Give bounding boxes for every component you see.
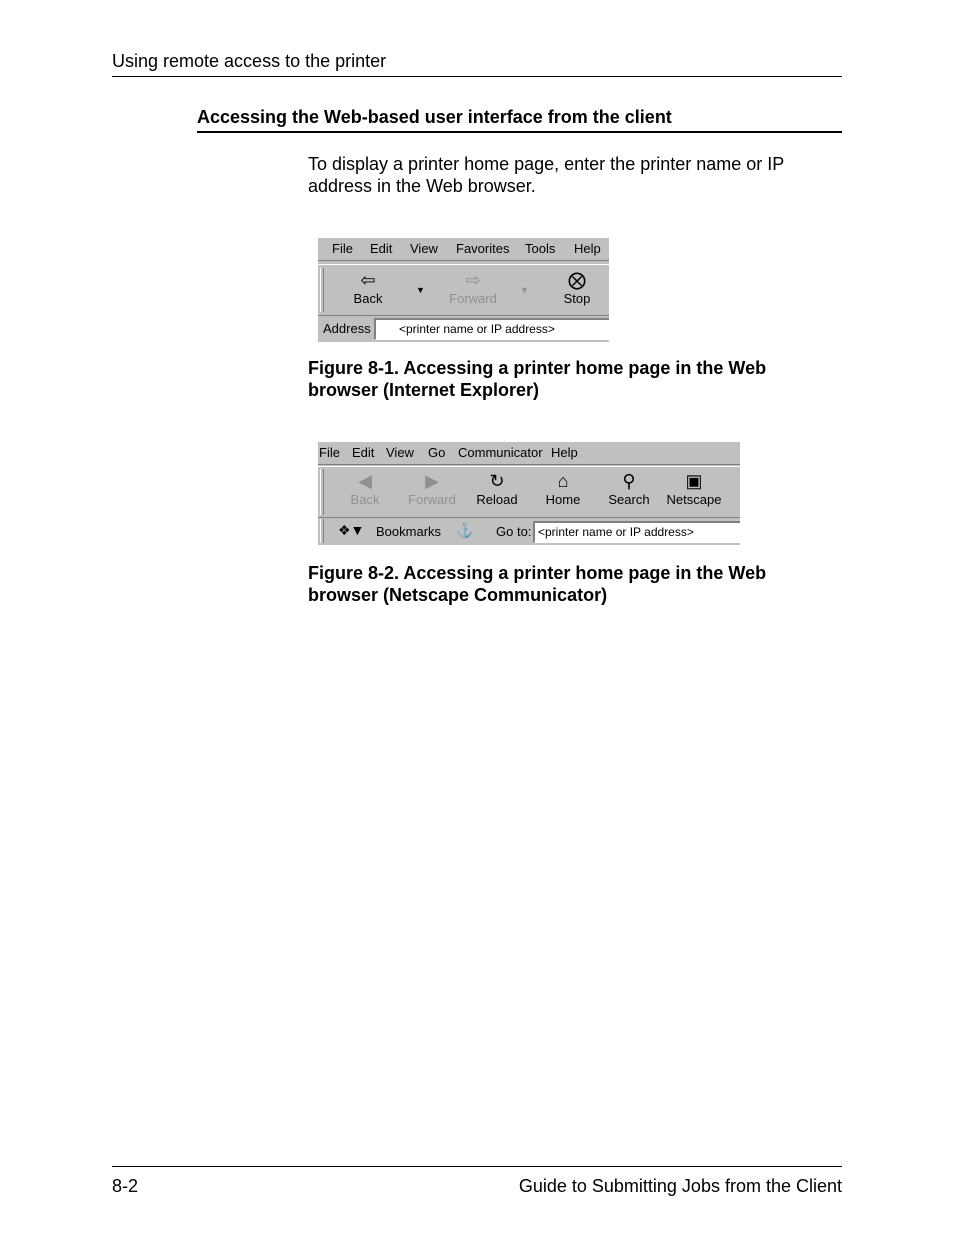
ns-menu-view[interactable]: View xyxy=(386,445,414,460)
goto-label: Go to: xyxy=(496,524,532,539)
toolbar-grip[interactable] xyxy=(320,268,324,312)
ns-menu-communicator[interactable]: Communicator xyxy=(458,445,543,460)
page-number: 8-2 xyxy=(112,1176,139,1196)
ie-menu-view[interactable]: View xyxy=(410,241,438,256)
figure-caption-2: Figure 8-2. Accessing a printer home page in the Web browser (Netscape Communicator) xyxy=(308,563,767,605)
home-icon: ⌂ xyxy=(557,471,569,491)
ns-menu-help[interactable]: Help xyxy=(551,445,578,460)
bookmarks-label[interactable]: Bookmarks xyxy=(376,524,442,539)
ns-back-button[interactable]: ◀ Back xyxy=(337,470,393,507)
address-input[interactable] xyxy=(374,318,609,340)
ns-menu-edit[interactable]: Edit xyxy=(352,445,375,460)
ie-stop-button[interactable]: ⨂ Stop xyxy=(549,269,605,306)
stop-icon: ⨂ xyxy=(568,270,586,290)
back-arrow-icon: ⇦ xyxy=(360,270,376,290)
section-heading: Accessing the Web-based user interface from the client xyxy=(197,107,672,127)
ie-menu-favorites[interactable]: Favorites xyxy=(456,241,510,256)
goto-value: <printer name or IP address> xyxy=(538,525,694,539)
ns-home-button[interactable]: ⌂ Home xyxy=(535,470,591,507)
ns-menu-go[interactable]: Go xyxy=(428,445,446,460)
ie-menu-help[interactable]: Help xyxy=(574,241,601,256)
ns-search-button[interactable]: ⚲ Search xyxy=(601,470,657,507)
back-dropdown-icon[interactable]: ▼ xyxy=(416,285,425,295)
address-label: Address xyxy=(323,321,371,336)
ns-button-bar xyxy=(318,466,740,518)
body-paragraph: To display a printer home page, enter the printer name or IP address in the Web browser. xyxy=(308,154,784,196)
forward-icon: ▶ xyxy=(425,471,439,491)
ns-menubar xyxy=(318,442,740,465)
ie-button-bar xyxy=(318,264,609,316)
ns-forward-button[interactable]: ▶ Forward xyxy=(404,470,460,507)
address-value: <printer name or IP address> xyxy=(399,322,555,336)
figure-netscape-toolbar xyxy=(318,442,740,545)
toolbar-grip[interactable] xyxy=(320,469,324,515)
location-grip[interactable] xyxy=(320,519,324,543)
ie-menu-file[interactable]: File xyxy=(332,241,353,256)
footer-title: Guide to Submitting Jobs from the Client xyxy=(518,1176,842,1196)
my-netscape-icon: ▣ xyxy=(685,471,703,491)
page-proxy-icon[interactable]: ⚓ xyxy=(456,522,474,538)
ns-menu-file[interactable]: File xyxy=(319,445,340,460)
ie-menubar xyxy=(318,238,609,261)
ie-menu-tools[interactable]: Tools xyxy=(525,241,556,256)
ie-menu-edit[interactable]: Edit xyxy=(370,241,393,256)
footer-rule xyxy=(112,1166,842,1167)
bookmarks-icon[interactable]: ❖▼ xyxy=(338,522,365,538)
section-rule xyxy=(197,131,842,133)
figure-caption-1: Figure 8-1. Accessing a printer home page in the Web browser (Internet Explorer) xyxy=(308,358,767,400)
forward-dropdown-icon[interactable]: ▼ xyxy=(520,285,529,295)
search-icon: ⚲ xyxy=(622,471,636,491)
ns-netscape-button[interactable]: ▣ Netscape xyxy=(666,471,722,507)
ie-back-button[interactable]: ⇦ Back xyxy=(340,269,396,306)
reload-icon: ↻ xyxy=(489,471,505,491)
back-icon: ◀ xyxy=(358,471,372,491)
ie-forward-button[interactable]: ⇨ Forward xyxy=(445,269,501,306)
header-rule xyxy=(112,76,842,77)
running-head: Using remote access to the printer xyxy=(112,51,387,71)
ns-reload-button[interactable]: ↻ Reload xyxy=(469,470,525,507)
figure-ie-toolbar xyxy=(318,238,609,342)
goto-input[interactable] xyxy=(533,521,740,543)
forward-arrow-icon: ⇨ xyxy=(465,270,481,290)
